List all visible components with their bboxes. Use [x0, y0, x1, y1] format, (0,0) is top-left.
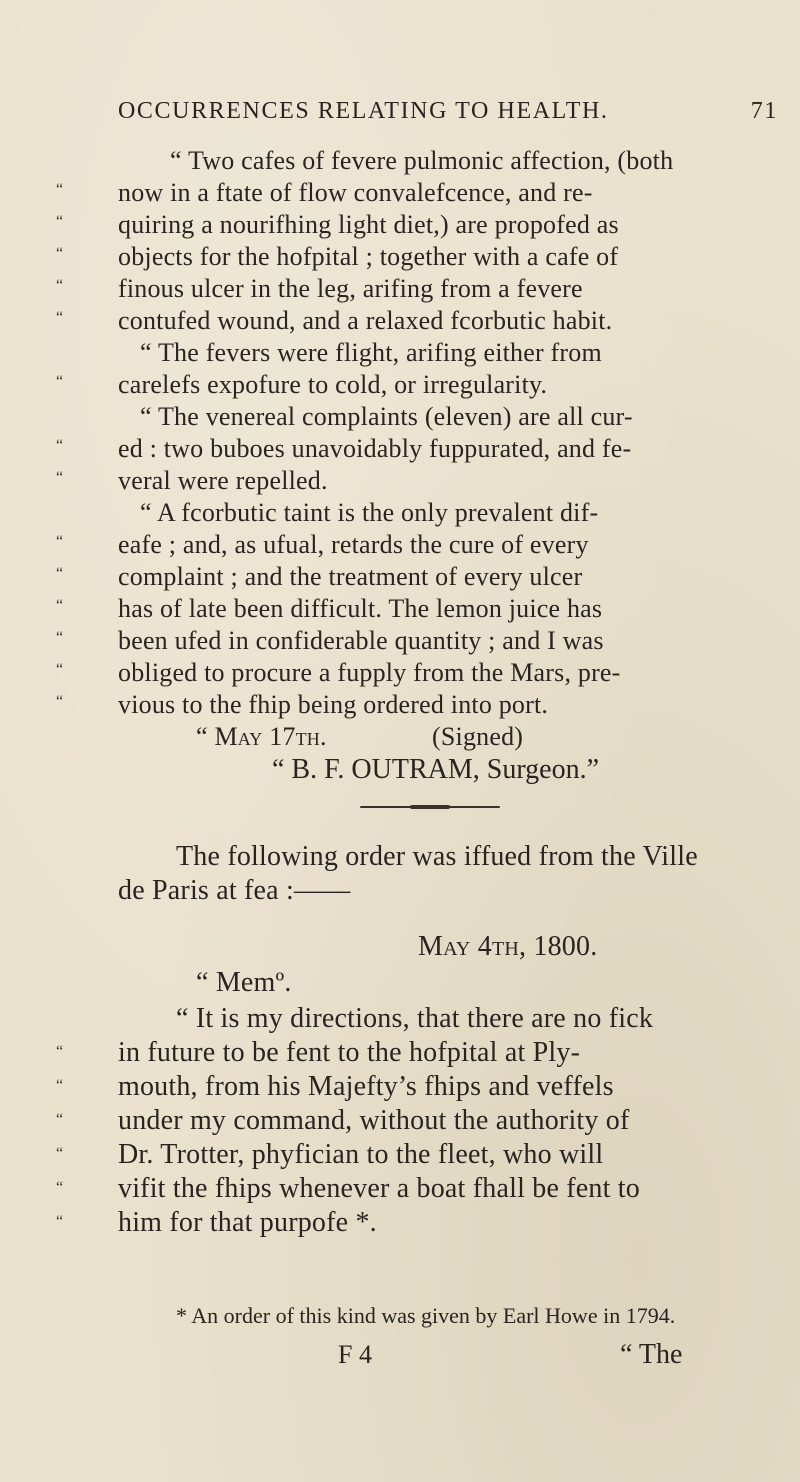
running-header	[118, 96, 778, 126]
margin-quote-mark: “	[56, 1145, 64, 1162]
report-line: been ufed in confiderable quantity ; and I was	[118, 626, 604, 655]
report-line: ed : two buboes unavoidably fuppurated, and fe-	[118, 434, 632, 463]
order-line: vifit the fhips whenever a boat fhall be fent to	[118, 1173, 640, 1204]
margin-quote-mark: “	[56, 309, 64, 326]
margin-quote-mark: “	[56, 1179, 64, 1196]
report-line: obliged to procure a fupply from the Mars, pre-	[118, 658, 621, 687]
report-line: contufed wound, and a relaxed fcorbutic habit.	[118, 306, 613, 335]
signature-mark: F 4	[338, 1340, 372, 1369]
report-line: “ Two cafes of fevere pulmonic affection, (both	[170, 146, 674, 175]
margin-quote-mark: “	[56, 693, 64, 710]
order-line: him for that purpofe *.	[118, 1207, 377, 1238]
report-line: carelefs expofure to cold, or irregularity.	[118, 370, 548, 399]
catchword: “ The	[620, 1339, 683, 1370]
margin-quote-mark: “	[56, 181, 64, 198]
margin-quote-mark: “	[56, 533, 64, 550]
report-line: objects for the hofpital ; together with a cafe of	[118, 242, 619, 271]
report-line: complaint ; and the treatment of every ulcer	[118, 562, 583, 591]
report-line: veral were repelled.	[118, 466, 328, 495]
report-line: quiring a nourifhing light diet,) are propofed as	[118, 210, 619, 239]
order-line: “ It is my directions, that there are no fick	[176, 1003, 654, 1034]
margin-quote-mark: “	[56, 629, 64, 646]
report-line: finous ulcer in the leg, arifing from a fevere	[118, 274, 583, 303]
order-line: Dr. Trotter, phyfician to the fleet, who will	[118, 1139, 604, 1170]
page-number: 71	[750, 98, 778, 124]
order-date: May 4th, 1800.	[418, 931, 598, 962]
order-line: under my command, without the authority of	[118, 1105, 630, 1136]
margin-quote-mark: “	[56, 469, 64, 486]
report-line: eafe ; and, as ufual, retards the cure of every	[118, 530, 589, 559]
section-divider	[360, 806, 500, 808]
report-line: vious to the fhip being ordered into port.	[118, 690, 549, 719]
report-line: “ A fcorbutic taint is the only prevalent dif-	[140, 498, 599, 527]
margin-quote-mark: “	[56, 277, 64, 294]
margin-quote-mark: “	[56, 1043, 64, 1060]
margin-quote-mark: “	[56, 1213, 64, 1230]
order-line: in future to be fent to the hofpital at Ply-	[118, 1037, 581, 1068]
report-line: “ The fevers were flight, arifing either from	[140, 338, 602, 367]
margin-quote-mark: “	[56, 245, 64, 262]
margin-quote-mark: “	[56, 373, 64, 390]
margin-quote-mark: “	[56, 213, 64, 230]
report-signature: “ B. F. OUTRAM, Surgeon.”	[272, 754, 600, 785]
running-title: OCCURRENCES RELATING TO HEALTH.	[118, 98, 609, 124]
margin-quote-mark: “	[56, 1077, 64, 1094]
margin-quote-mark: “	[56, 1111, 64, 1128]
footnote: * An order of this kind was given by Earl Howe in 1794.	[176, 1303, 676, 1328]
margin-quote-mark: “	[56, 661, 64, 678]
report-line: “ The venereal complaints (eleven) are all cur-	[140, 402, 633, 431]
margin-quote-mark: “	[56, 565, 64, 582]
signed-mark: (Signed)	[432, 722, 524, 751]
order-salutation: “ Memº.	[196, 967, 292, 998]
report-line: now in a ftate of flow convalefcence, and re-	[118, 178, 593, 207]
report-line: has of late been difficult. The lemon juice has	[118, 594, 603, 623]
order-line: mouth, from his Majefty’s fhips and veffels	[118, 1071, 614, 1102]
margin-quote-mark: “	[56, 597, 64, 614]
order-intro: de Paris at fea :——	[118, 875, 351, 906]
order-intro: The following order was iffued from the Ville	[176, 841, 698, 872]
margin-quote-mark: “	[56, 437, 64, 454]
report-date: “ May 17th.	[196, 722, 327, 751]
